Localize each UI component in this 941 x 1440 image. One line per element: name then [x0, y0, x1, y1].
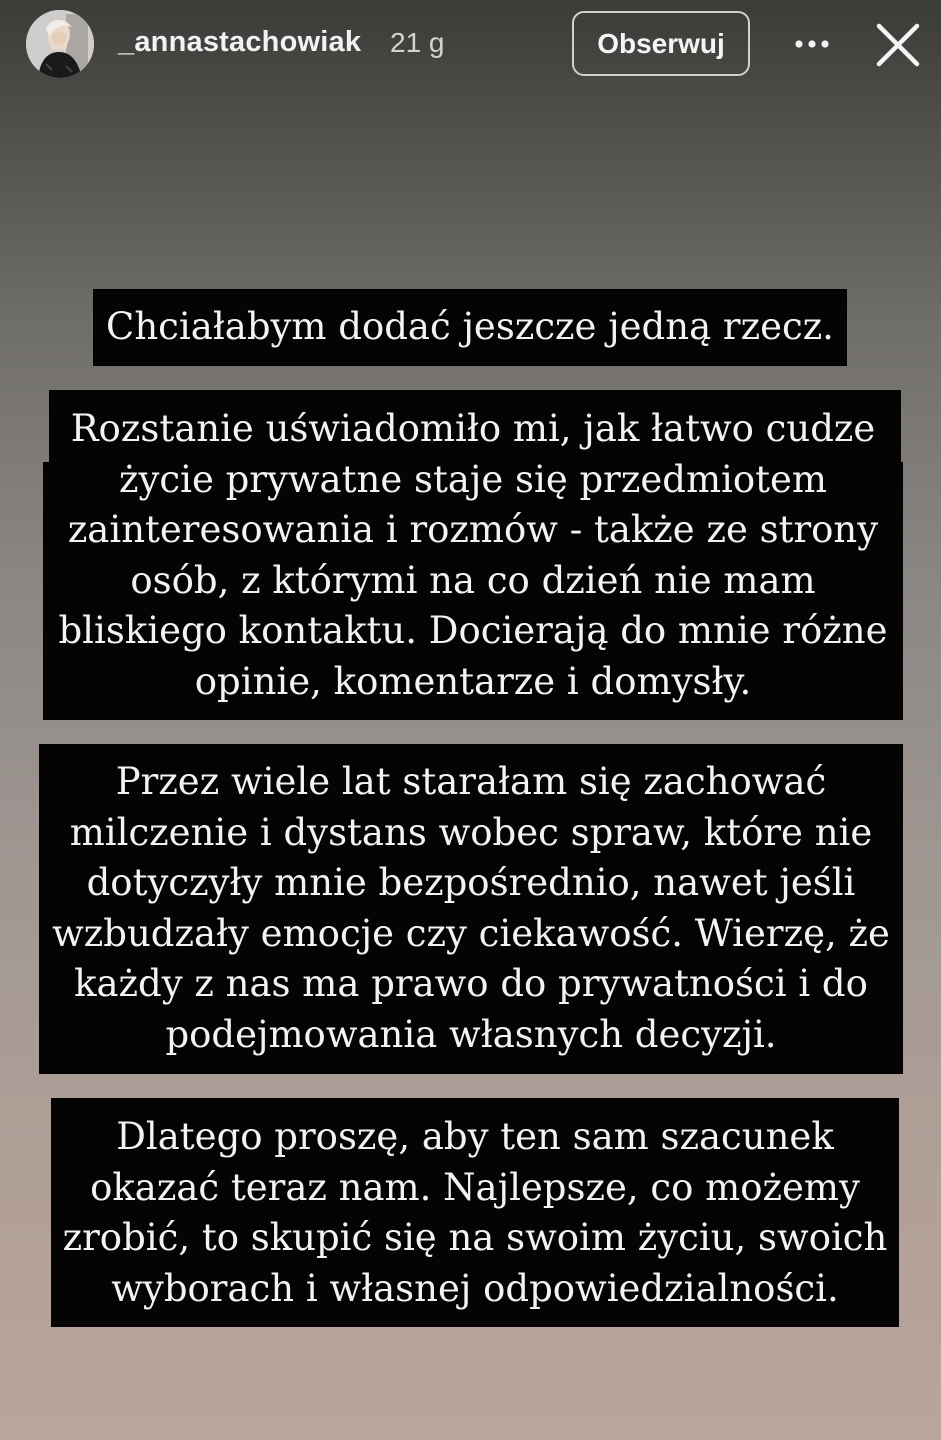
- close-icon[interactable]: [874, 21, 922, 69]
- story-text-block-1: [93, 289, 847, 366]
- story-text-1: Chciałabym dodać jeszcze jedną rzecz.: [106, 305, 834, 348]
- follow-button[interactable]: Obserwuj: [572, 11, 750, 76]
- profile-avatar[interactable]: [26, 10, 94, 78]
- story-text-block-3: [39, 744, 903, 1074]
- story-text-3: Przez wiele lat starałam się zachować milczenie i dystans wobec spraw, które nie dotyczyły mnie bezpośrednio, nawet jeśli wzbudzały emocje czy ciekawość. Wierzę, że każdy z nas ma prawo do prywatności i do podejmowania własnych decyzji.: [52, 760, 890, 1056]
- story-text-4: Dlatego proszę, aby ten sam szacunek okazać teraz nam. Najlepsze, co możemy zrobić, to skupić się na swoim życiu, swoich wyborach i własnej odpowiedzialności.: [62, 1115, 888, 1310]
- story-text-block-4: [51, 1098, 899, 1327]
- story-header: [0, 0, 941, 90]
- username[interactable]: _annastachowiak: [118, 26, 362, 58]
- post-timestamp: 21 g: [390, 27, 445, 58]
- story-text-2: Rozstanie uświadomiło mi, jak łatwo cudze życie prywatne staje się przedmiotem zainteresowania i rozmów - także ze strony osób, z którymi na co dzień nie mam bliskiego kontaktu. Docierają do mnie różne opinie, komentarze i domysły.: [58, 407, 888, 703]
- more-horizontal-icon[interactable]: [792, 28, 832, 60]
